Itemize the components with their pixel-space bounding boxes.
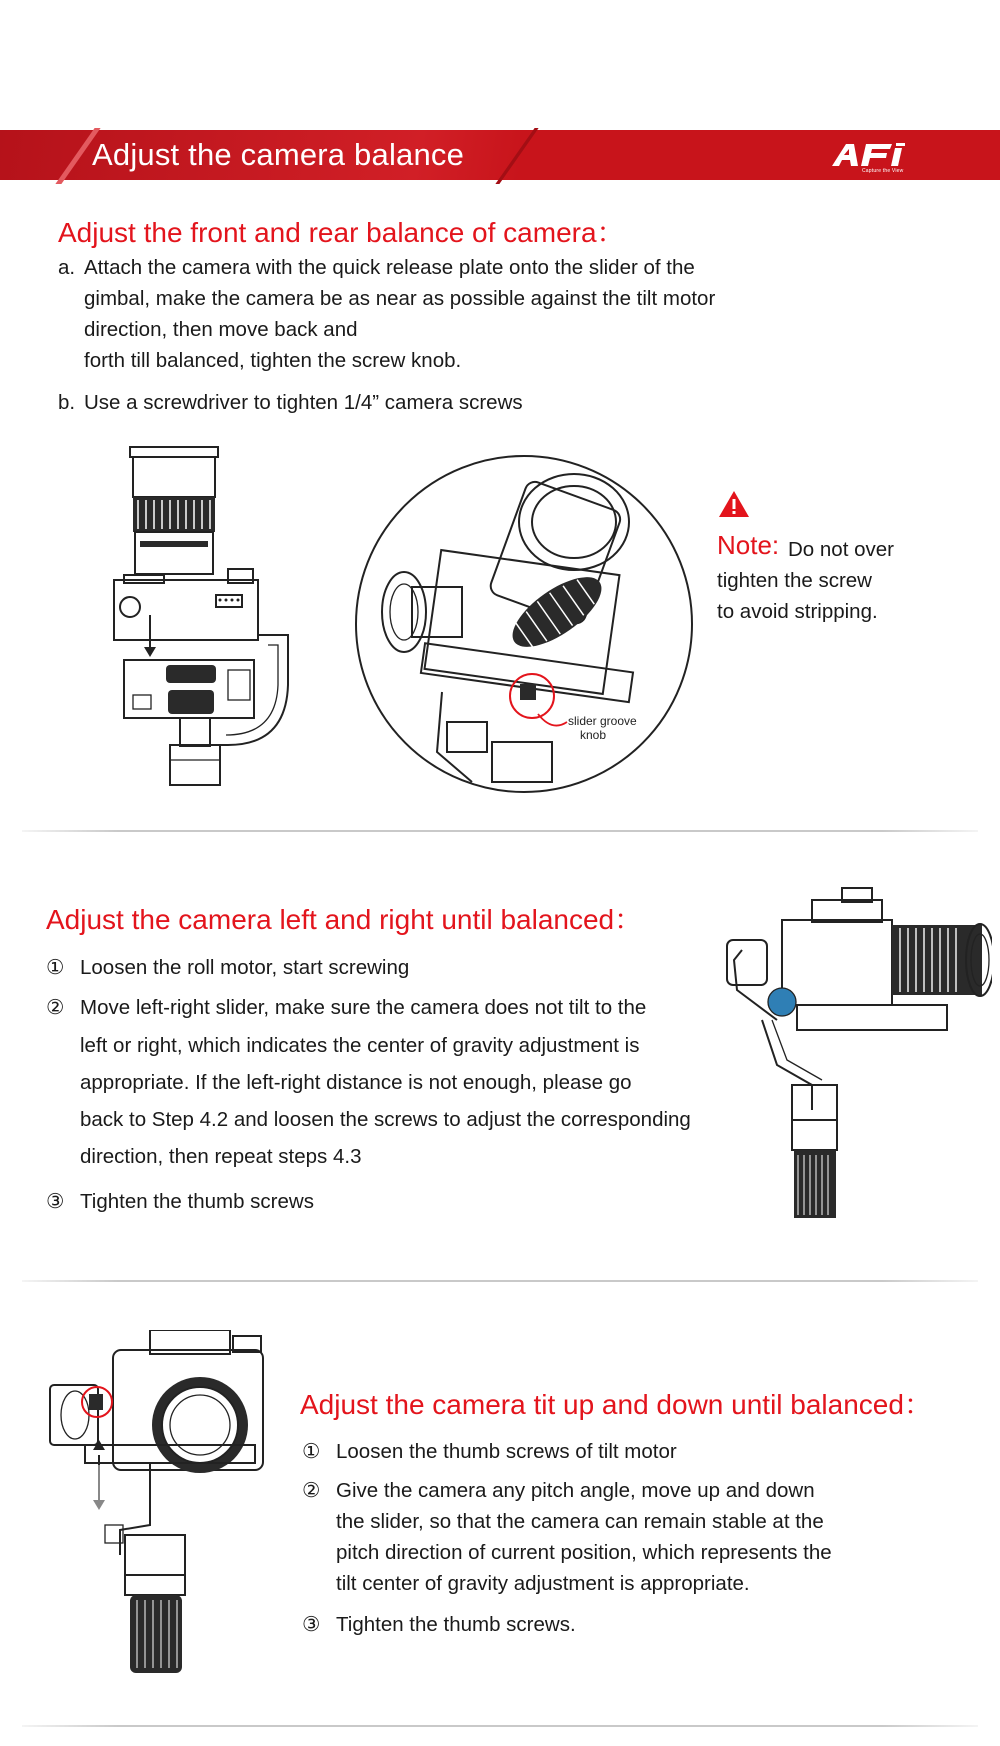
gimbal-tilt-illustration	[45, 1330, 285, 1675]
s3-step2-line-1: Give the camera any pitch angle, move up and down	[336, 1479, 815, 1502]
page-title: Adjust the camera balance	[92, 137, 465, 172]
s3-step2-line-4: tilt center of gravity adjustment is appropriate.	[336, 1572, 750, 1595]
s2-step1-line-1: Loosen the roll motor, start screwing	[80, 956, 410, 979]
s2-step3-marker: ③	[46, 1190, 65, 1213]
s2-step1-marker: ①	[46, 956, 65, 979]
slider-groove-knob-callout	[568, 714, 648, 742]
step-b-text: Use a screwdriver to tighten 1/4” camera screws	[84, 391, 523, 414]
s3-step3-marker: ③	[302, 1613, 321, 1636]
s2-step3-line-1: Tighten the thumb screws	[80, 1190, 314, 1213]
s2-step2-line-2: left or right, which indicates the center of gravity adjustment is	[80, 1034, 640, 1057]
s3-step3-line-1: Tighten the thumb screws.	[336, 1613, 576, 1636]
step-a-line-2: gimbal, make the camera be as near as possible against the tilt motor	[84, 287, 716, 310]
s2-step2-line-3: appropriate. If the left-right distance is not enough, please go	[80, 1071, 632, 1094]
s3-step2-line-2: the slider, so that the camera can remain stable at the	[336, 1510, 824, 1533]
s3-step2-marker: ②	[302, 1479, 321, 1502]
section-divider-1	[22, 830, 978, 832]
s2-step2-marker: ②	[46, 996, 65, 1019]
s3-step2-line-3: pitch direction of current position, which represents the	[336, 1541, 832, 1564]
note-line-3: to avoid stripping.	[717, 600, 878, 623]
step-a-line-1: Attach the camera with the quick release plate onto the slider of the	[84, 256, 695, 279]
note-line-1: Do not over	[788, 538, 894, 561]
step-a-line-4: forth till balanced, tighten the screw knob.	[84, 349, 462, 372]
section2-heading: Adjust the camera left and right until balanced：	[46, 904, 643, 935]
gimbal-front-illustration	[108, 445, 313, 790]
s3-step1-marker: ①	[302, 1440, 321, 1463]
logo-tagline: Capture the View	[862, 168, 904, 174]
step-a-marker: a.	[58, 256, 76, 279]
step-a-line-3: direction, then move back and	[84, 318, 358, 341]
s2-step2-line-1: Move left-right slider, make sure the camera does not tilt to the	[80, 996, 647, 1019]
note-line-2: tighten the screw	[717, 569, 872, 592]
callout-line-2: knob	[580, 728, 607, 742]
warning-triangle-icon	[718, 490, 750, 518]
callout-line-1: slider groove	[568, 714, 637, 728]
gimbal-roll-illustration	[722, 880, 992, 1220]
step-b-marker: b.	[58, 391, 76, 414]
section-divider-2	[22, 1280, 978, 1282]
s3-step1-line-1: Loosen the thumb screws of tilt motor	[336, 1440, 677, 1463]
slider-knob-detail-illustration	[352, 452, 697, 797]
s2-step2-line-5: direction, then repeat steps 4.3	[80, 1145, 362, 1168]
afi-logo	[832, 140, 922, 180]
s2-step2-line-4: back to Step 4.2 and loosen the screws to adjust the corresponding	[80, 1108, 691, 1131]
section1-heading: Adjust the front and rear balance of camera：	[58, 217, 625, 248]
section-divider-3	[22, 1725, 978, 1727]
note-label: Note:	[717, 530, 780, 560]
section3-heading: Adjust the camera tit up and down until balanced：	[300, 1389, 932, 1420]
